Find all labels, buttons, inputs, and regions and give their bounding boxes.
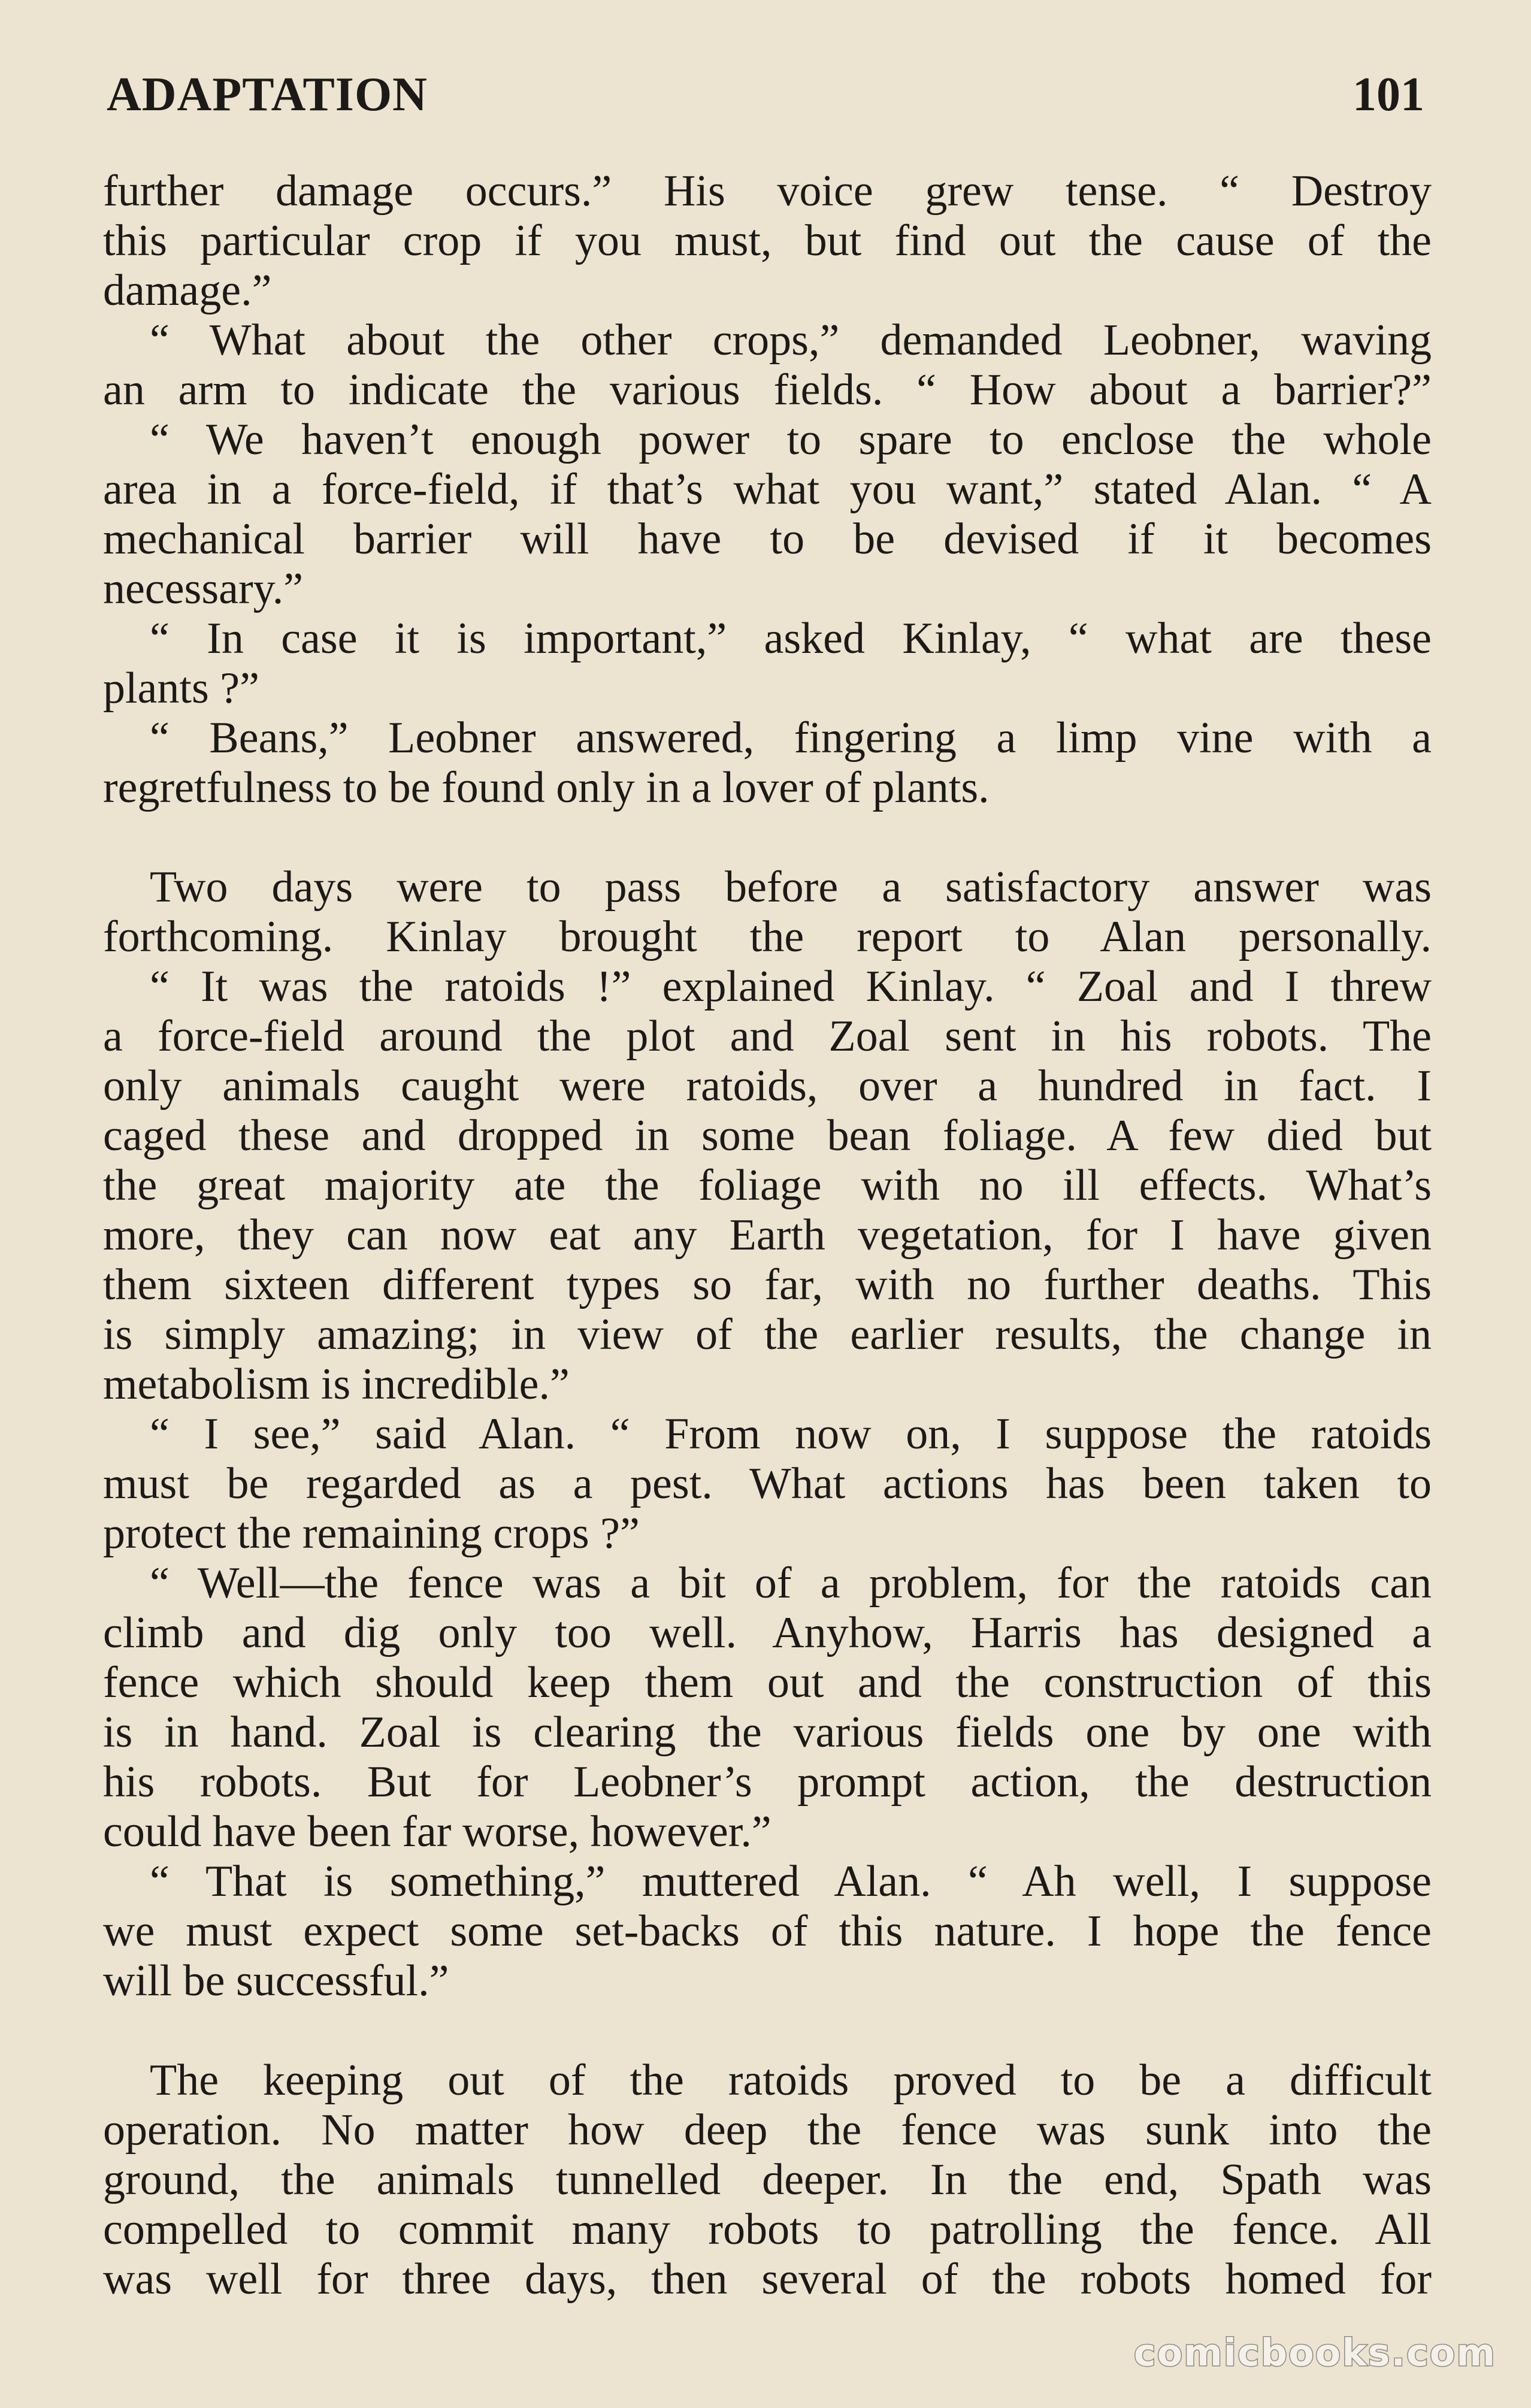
text-line: will be successful.”	[103, 1956, 449, 2005]
text-line: the great majority ate the foliage with no ill effects. What’s	[103, 1161, 1432, 1210]
text-line: “ Well—the fence was a bit of a problem, for the ratoids can	[150, 1559, 1432, 1608]
text-line: regretfulness to be found only in a lover of plants.	[103, 763, 990, 812]
text-line: “ What about the other crops,” demanded Leobner, waving	[150, 316, 1432, 365]
text-line: mechanical barrier will have to be devised if it becomes	[103, 515, 1432, 564]
text-line: “ It was the ratoids !” explained Kinlay. “ Zoal and I threw	[150, 962, 1432, 1011]
text-line: necessary.”	[103, 564, 304, 613]
text-line: “ In case it is important,” asked Kinlay, “ what are these	[150, 614, 1432, 663]
text-line: compelled to commit many robots to patrolling the fence. All	[103, 2205, 1432, 2254]
text-line: ground, the animals tunnelled deeper. In the end, Spath was	[103, 2155, 1432, 2204]
running-header	[107, 65, 1424, 125]
text-line: forthcoming. Kinlay brought the report to Alan personally.	[103, 912, 1432, 961]
paragraph-break	[103, 2006, 1432, 2056]
text-line: protect the remaining crops ?”	[103, 1509, 640, 1558]
text-line: more, they can now eat any Earth vegetation, for I have given	[103, 1211, 1432, 1260]
text-line: is simply amazing; in view of the earlier results, the change in	[103, 1310, 1432, 1359]
text-line: this particular crop if you must, but find out the cause of the	[103, 216, 1432, 265]
text-line: climb and dig only too well. Anyhow, Harris has designed a	[103, 1608, 1432, 1657]
text-line: must be regarded as a pest. What actions has been taken to	[103, 1459, 1432, 1508]
text-line: could have been far worse, however.”	[103, 1807, 771, 1856]
text-line: a force-field around the plot and Zoal sent in his robots. The	[103, 1012, 1432, 1061]
text-line: was well for three days, then several of the robots homed for	[103, 2255, 1432, 2304]
paragraph-break	[103, 813, 1432, 863]
watermark-logo: comicbooks.com	[1133, 2331, 1496, 2374]
text-line: we must expect some set-backs of this nature. I hope the fence	[103, 1907, 1432, 1956]
text-line: fence which should keep them out and the construction of this	[103, 1658, 1432, 1707]
text-line: metabolism is incredible.”	[103, 1360, 570, 1409]
text-line: “ We haven’t enough power to spare to enclose the whole	[150, 415, 1432, 464]
text-line: “ Beans,” Leobner answered, fingering a limp vine with a	[150, 713, 1432, 763]
text-line: “ That is something,” muttered Alan. “ Ah well, I suppose	[150, 1857, 1432, 1906]
text-line: damage.”	[103, 266, 272, 315]
text-line: area in a force-field, if that’s what you want,” stated Alan. “ A	[103, 465, 1432, 514]
text-line: further damage occurs.” His voice grew tense. “ Destroy	[103, 167, 1432, 216]
text-line: caged these and dropped in some bean foliage. A few died but	[103, 1111, 1432, 1160]
body-text	[103, 167, 1432, 2304]
text-line: Two days were to pass before a satisfactory answer was	[150, 863, 1432, 912]
text-line: operation. No matter how deep the fence was sunk into the	[103, 2106, 1432, 2155]
page-number: 101	[1353, 68, 1424, 121]
text-line: is in hand. Zoal is clearing the various fields one by one with	[103, 1708, 1432, 1757]
text-line: an arm to indicate the various fields. “ How about a barrier?”	[103, 365, 1432, 415]
chapter-title: ADAPTATION	[107, 68, 428, 121]
text-line: plants ?”	[103, 664, 259, 713]
text-line: them sixteen different types so far, with no further deaths. This	[103, 1260, 1432, 1309]
text-line: “ I see,” said Alan. “ From now on, I suppose the ratoids	[150, 1409, 1432, 1459]
text-line: only animals caught were ratoids, over a hundred in fact. I	[103, 1061, 1432, 1111]
text-line: his robots. But for Leobner’s prompt action, the destruction	[103, 1757, 1432, 1807]
text-line: The keeping out of the ratoids proved to be a difficult	[150, 2056, 1432, 2105]
